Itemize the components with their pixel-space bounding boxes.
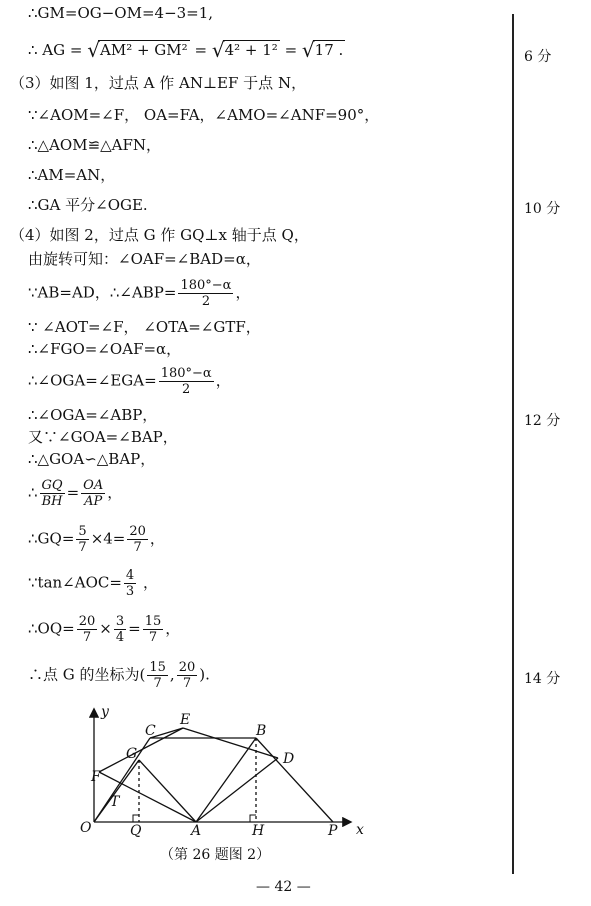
line-ratio: ∴ $\frac{GQ}{BH}$ = $\frac{OA}{AP}$ ，: [28, 478, 123, 509]
label-d: D: [283, 751, 295, 767]
label-b: B: [256, 723, 267, 739]
label-y: y: [101, 704, 109, 720]
line-oga-abp: ∴∠OGA=∠ABP，: [28, 406, 158, 424]
line-rotation: 由旋转可知：∠OAF=∠BAD=α，: [28, 250, 261, 268]
label-c: C: [145, 723, 156, 739]
line-am-an: ∴AM=AN，: [28, 166, 116, 184]
label-p: P: [328, 823, 338, 839]
score-10: 10 分: [524, 201, 561, 217]
line-ag: ∴ AG = √AM² + GM² = √4² + 1² = √17 .: [28, 38, 344, 62]
fraction: $\frac{20}{7}$: [178, 660, 196, 691]
line-oga: ∴∠OGA=∠EGA= $\frac{180^\circ-\alpha}{2}$ ，: [28, 366, 231, 397]
line-aot: ∵ ∠AOT=∠F， ∠OTA=∠GTF，: [28, 318, 261, 336]
score-14: 14 分: [524, 671, 561, 687]
line-fgo: ∴∠FGO=∠OAF=α，: [28, 340, 182, 358]
line-part3: （3）如图 1，过点 A 作 AN⊥EF 于点 N，: [10, 74, 307, 92]
label-x: x: [356, 822, 364, 838]
label-f: F: [91, 769, 101, 785]
sqrt-sign: √: [87, 38, 100, 62]
segment-ga: [139, 760, 196, 822]
line-gm: ∴GM=OG−OM=4−3=1,: [28, 4, 214, 22]
line-similar: ∴△GOA∽△BAP，: [28, 450, 156, 468]
figure-caption: （第 26 题图 2）: [160, 847, 271, 863]
fraction: $\frac{15}{7}$: [149, 660, 166, 691]
fraction: $\frac{5}{7}$: [78, 524, 87, 555]
fraction: $\frac{20}{7}$: [129, 524, 146, 555]
line-tan: ∵tan∠AOC= $\frac{4}{3}$ ，: [28, 568, 158, 599]
fraction: $\frac{GQ}{BH}$: [41, 478, 63, 509]
segment-ab: [196, 738, 256, 822]
label-t: T: [110, 794, 120, 810]
fraction: $\frac{4}{3}$: [125, 568, 135, 599]
segment-ad: [196, 758, 278, 822]
fraction: $\frac{OA}{AP}$: [83, 478, 104, 509]
label-o: O: [80, 820, 92, 836]
label-e: E: [180, 712, 191, 728]
fraction: $\frac{20}{7}$: [78, 614, 96, 645]
sqrt-sign: √: [301, 38, 315, 62]
score-12: 12 分: [524, 413, 561, 429]
right-angle-h: [250, 815, 256, 822]
fraction: $\frac{15}{7}$: [144, 614, 162, 645]
line-coordinate: ∴点 G 的坐标为( $\frac{15}{7}$ , $\frac{20}{7}$ ).: [28, 660, 210, 691]
line-abp: ∵AB=AD，∴∠ABP= $\frac{180^\circ-\alpha}{2}$ ，: [28, 278, 251, 309]
score-6: 6 分: [524, 49, 552, 65]
line-oq: ∴OQ= $\frac{20}{7}$ × $\frac{3}{4}$ = $\frac{15}{7}$ ，: [28, 614, 181, 645]
label-g: G: [126, 746, 138, 762]
fraction: $\frac{180^\circ-\alpha}{2}$: [180, 278, 232, 309]
fraction: $\frac{180^\circ-\alpha}{2}$: [160, 366, 212, 397]
line-gq: ∴GQ= $\frac{5}{7}$ ×4= $\frac{20}{7}$ ，: [28, 524, 165, 555]
line-angles: ∵∠AOM=∠F， OA=FA，∠AMO=∠ANF=90°，: [28, 106, 380, 124]
right-angle-q: [133, 815, 139, 822]
page-number: — 42 —: [256, 879, 311, 895]
label-q: Q: [130, 823, 142, 839]
label-a: A: [191, 823, 202, 839]
line-goa-bap: 又∵∠GOA=∠BAP，: [28, 428, 178, 446]
line-bisect: ∴GA 平分∠OGE.: [28, 196, 148, 214]
segment-ef: [99, 728, 183, 772]
segment-og: [94, 760, 139, 822]
line-part4: （4）如图 2，过点 G 作 GQ⊥x 轴于点 Q，: [10, 226, 309, 244]
segment-bp: [256, 738, 333, 822]
line-congruent: ∴△AOM≌△AFN，: [28, 136, 162, 154]
sqrt-sign: √: [211, 38, 225, 62]
fraction: $\frac{3}{4}$: [115, 614, 125, 645]
label-h: H: [252, 823, 265, 839]
